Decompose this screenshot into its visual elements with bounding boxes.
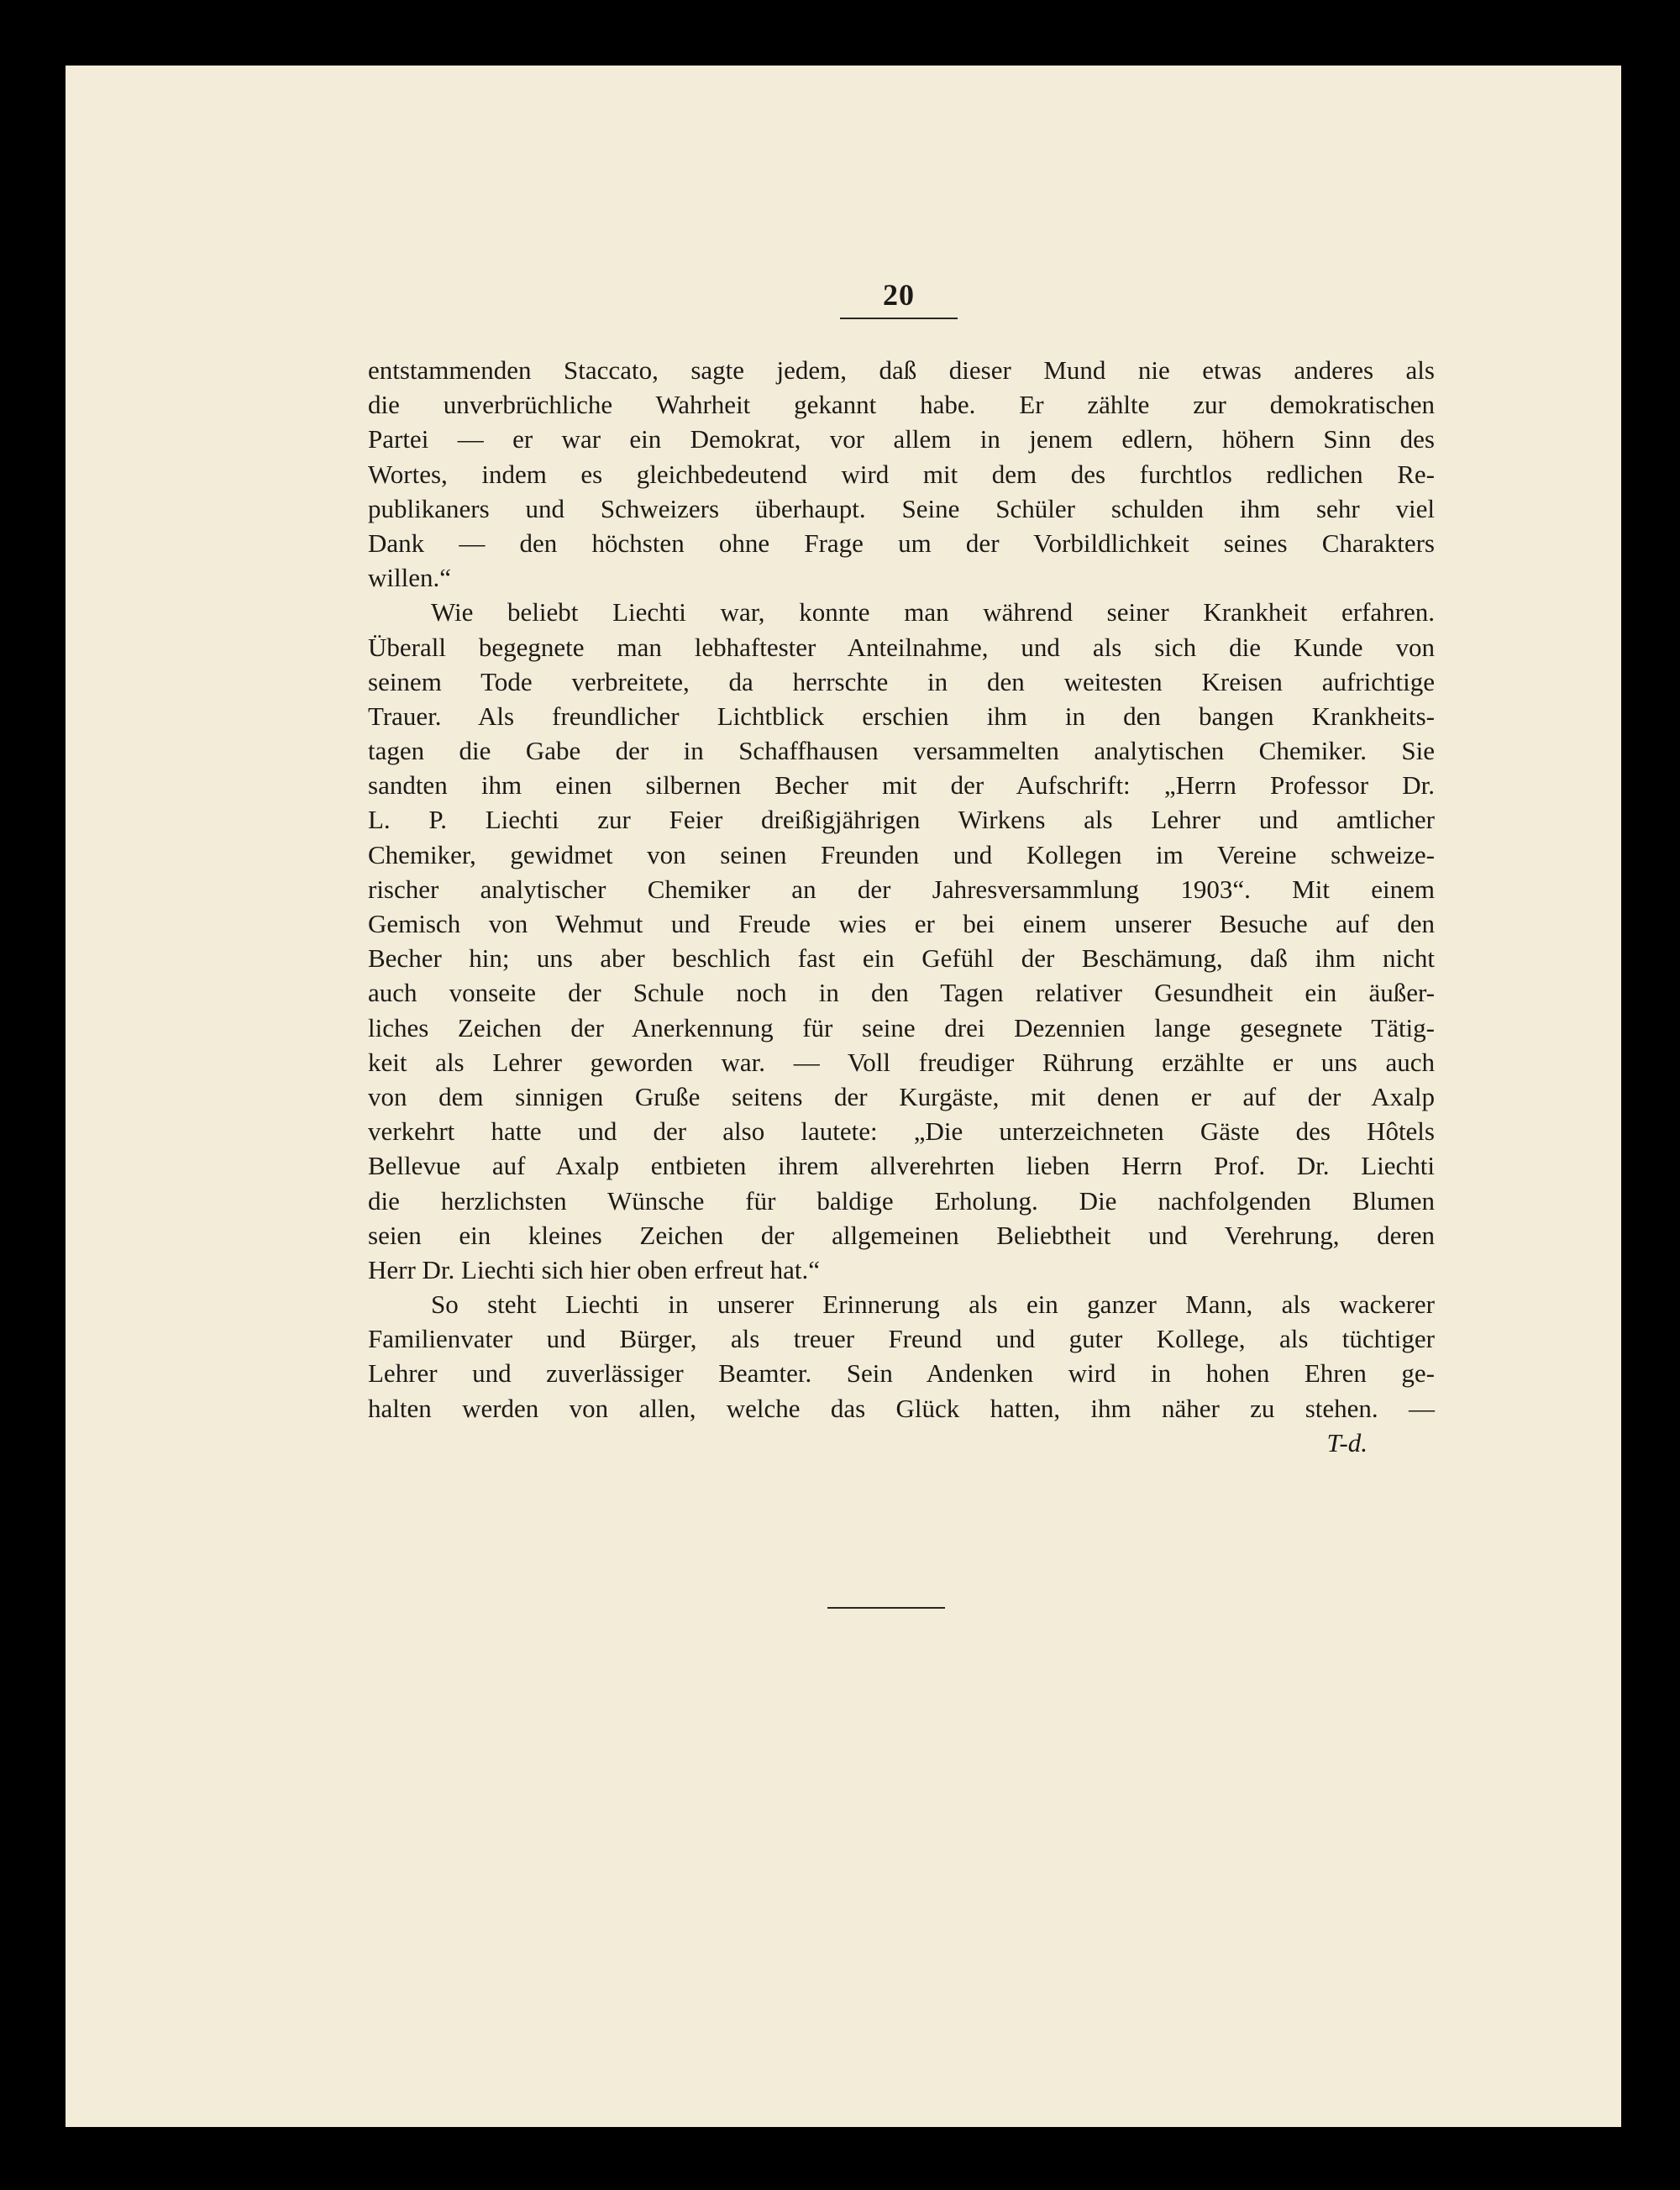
text-line: Herr Dr. Liechti sich hier oben erfreut hat.“ xyxy=(368,1254,820,1284)
text-line: Lehrer und zuverlässiger Beamter. Sein Andenken wird in hohen Ehren ge- xyxy=(368,1358,1435,1389)
paragraph xyxy=(368,1287,1435,1426)
author-signature: T-d. xyxy=(1326,1427,1368,1457)
text-line: die herzlichsten Wünsche für baldige Erholung. Die nachfolgenden Blumen xyxy=(368,1185,1435,1216)
text-line: seien ein kleines Zeichen der allgemeinen Beliebtheit und Verehrung, deren xyxy=(368,1220,1435,1250)
text-line: So steht Liechti in unserer Erinnerung als ein ganzer Mann, als wackerer xyxy=(431,1289,1435,1320)
paragraph xyxy=(368,353,1435,595)
text-line: publikaners und Schweizers überhaupt. Seine Schüler schulden ihm sehr viel xyxy=(368,493,1435,523)
text-line: Trauer. Als freundlicher Lichtblick erschien ihm in den bangen Krankheits- xyxy=(368,701,1435,731)
text-line: liches Zeichen der Anerkennung für seine drei Dezennien lange gesegnete Tätig- xyxy=(368,1012,1435,1042)
text-line: Gemisch von Wehmut und Freude wies er bei einem unserer Besuche auf den xyxy=(368,909,1435,938)
page-number: 20 xyxy=(883,278,915,312)
text-line: keit als Lehrer geworden war. — Voll freudiger Rührung erzählte er uns auch xyxy=(368,1047,1435,1077)
text-line: tagen die Gabe der in Schaffhausen versammelten analytischen Chemiker. Sie xyxy=(368,736,1435,766)
text-line: Dank — den höchsten ohne Frage um der Vorbildlichkeit seines Charakters xyxy=(368,528,1435,558)
page-number-rule xyxy=(840,318,958,319)
text-line: Bellevue auf Axalp entbieten ihrem allverehrten lieben Herrn Prof. Dr. Liechti xyxy=(368,1151,1435,1181)
text-line: sandten ihm einen silbernen Becher mit der Aufschrift: „Herrn Professor Dr. xyxy=(368,770,1435,801)
text-line: Wortes, indem es gleichbedeutend wird mit dem des furchtlos redlichen Re- xyxy=(368,459,1435,489)
text-line: seinem Tode verbreitete, da herrschte in den weitesten Kreisen aufrichtige xyxy=(368,666,1435,696)
body-text xyxy=(368,353,1435,1460)
text-line: Wie beliebt Liechti war, konnte man während seiner Krankheit erfahren. xyxy=(431,597,1435,628)
text-line: L. P. Liechti zur Feier dreißigjährigen Wirkens als Lehrer und amtlicher xyxy=(368,805,1435,835)
paragraph xyxy=(368,595,1435,1287)
text-line: willen.“ xyxy=(368,563,451,593)
text-line: Becher hin; uns aber beschlich fast ein Gefühl der Beschämung, daß ihm nicht xyxy=(368,943,1435,974)
text-line: rischer analytischer Chemiker an der Jahresversammlung 1903“. Mit einem xyxy=(368,874,1435,904)
text-line: Chemiker, gewidmet von seinen Freunden und Kollegen im Vereine schweize- xyxy=(368,839,1435,869)
text-line: auch vonseite der Schule noch in den Tagen relativer Gesundheit ein äußer- xyxy=(368,978,1435,1008)
text-line: Familienvater und Bürger, als treuer Freund und guter Kollege, als tüchtiger xyxy=(368,1324,1435,1354)
text-line: von dem sinnigen Gruße seitens der Kurgäste, mit denen er auf der Axalp xyxy=(368,1081,1435,1111)
end-rule xyxy=(827,1607,945,1609)
text-line: halten werden von allen, welche das Glück hatten, ihm näher zu stehen. — xyxy=(368,1393,1435,1423)
text-line: Partei — er war ein Demokrat, vor allem in jenem edlern, höhern Sinn des xyxy=(368,424,1435,454)
text-line: die unverbrüchliche Wahrheit gekannt habe. Er zählte zur demokratischen xyxy=(368,390,1435,420)
text-line: Überall begegnete man lebhaftester Anteilnahme, und als sich die Kunde von xyxy=(368,632,1435,662)
text-line: verkehrt hatte und der also lautete: „Die unterzeichneten Gäste des Hôtels xyxy=(368,1116,1435,1147)
text-line: entstammenden Staccato, sagte jedem, daß dieser Mund nie etwas anderes als xyxy=(368,355,1435,385)
